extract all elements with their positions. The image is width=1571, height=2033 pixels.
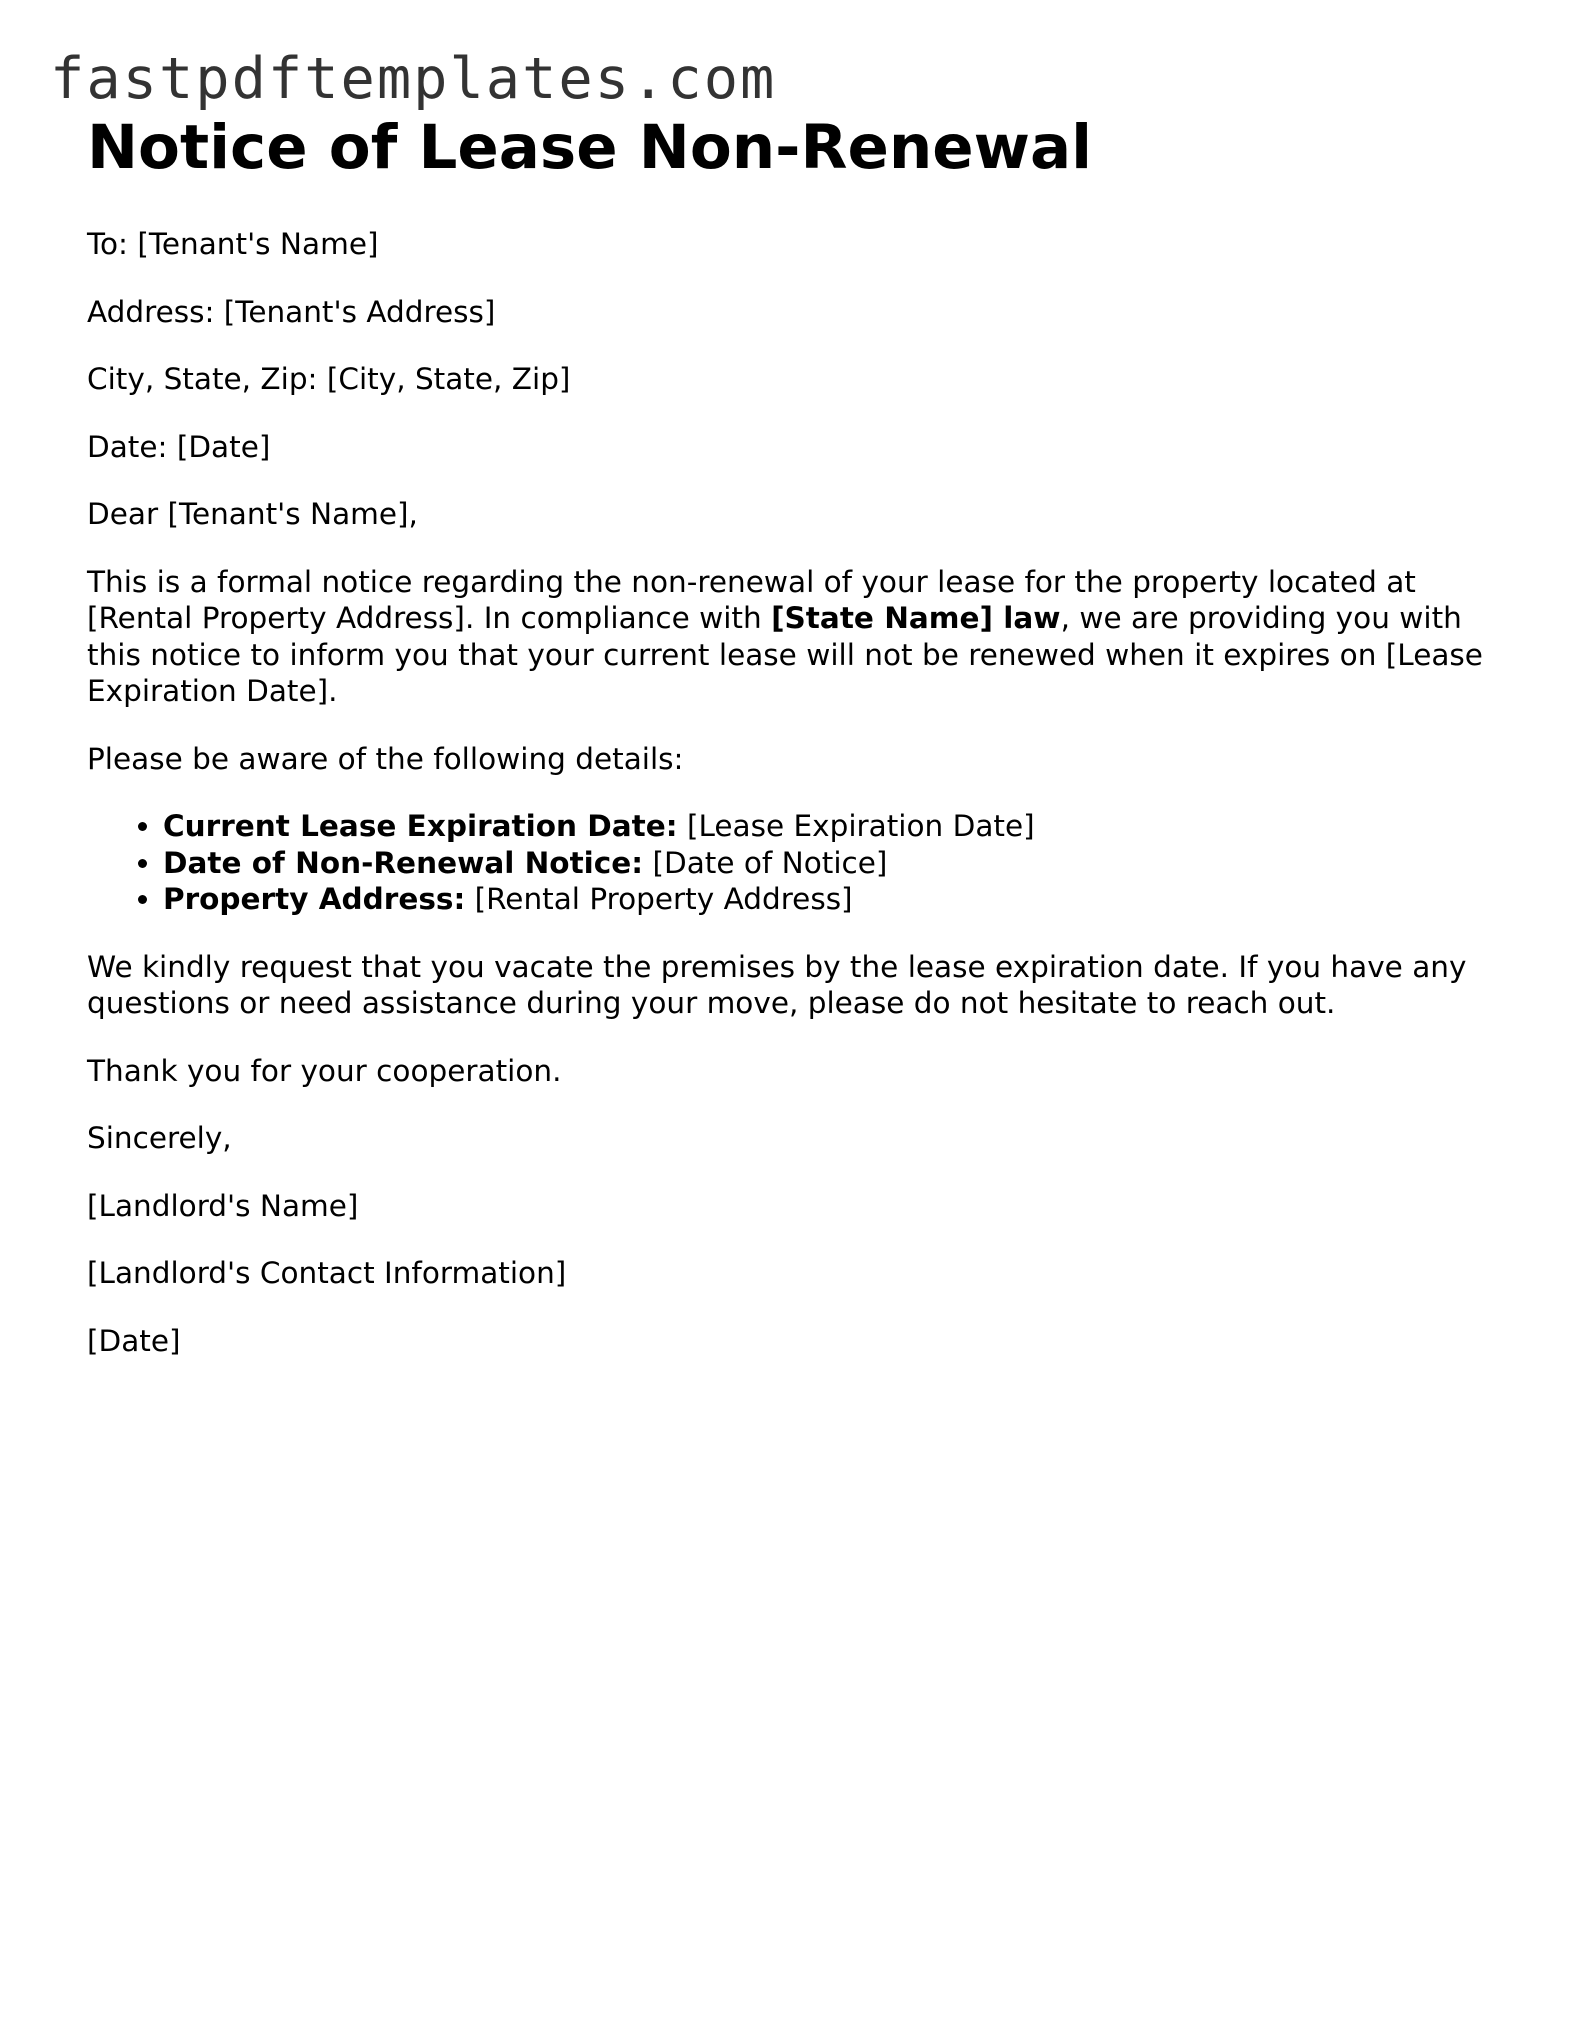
details-intro: Please be aware of the following details: xyxy=(87,741,684,776)
details-list xyxy=(87,808,1497,918)
city-state-zip-line: City, State, Zip: [City, State, Zip] xyxy=(87,362,571,396)
to-line: To: [Tenant's Name] xyxy=(87,227,379,261)
site-watermark: fastpdftemplates.com xyxy=(50,46,777,112)
landlord-name: [Landlord's Name] xyxy=(87,1188,359,1223)
address-line: Address: [Tenant's Address] xyxy=(87,294,496,329)
signature-date: [Date] xyxy=(87,1323,181,1358)
closing-line: Sincerely, xyxy=(87,1121,232,1155)
letter-body xyxy=(87,226,1497,1359)
detail-label: Date of Non-Renewal Notice: xyxy=(163,845,644,880)
salutation: Dear [Tenant's Name], xyxy=(87,497,418,531)
detail-item-expiration-date xyxy=(163,808,1497,845)
document-page xyxy=(87,110,1497,1390)
detail-value: [Date of Notice] xyxy=(643,845,888,880)
detail-item-notice-date xyxy=(163,845,1497,882)
detail-label: Current Lease Expiration Date: xyxy=(163,809,678,843)
date-line: Date: [Date] xyxy=(87,429,271,464)
detail-value: [Lease Expiration Date] xyxy=(677,809,1035,843)
landlord-contact: [Landlord's Contact Information] xyxy=(87,1256,567,1290)
intro-text-after: , we are providing you with this notice to inform you that your current lease will not be renewed when it expires on [Lease Expiration Date]. xyxy=(87,601,1483,708)
intro-text-before: This is a formal notice regarding the non-renewal of your lease for the property located at [Rental Property Address]. In compliance with xyxy=(87,564,1416,635)
detail-label: Property Address: xyxy=(163,882,466,916)
document-title: Notice of Lease Non-Renewal xyxy=(87,112,1093,183)
request-paragraph: We kindly request that you vacate the premises by the lease expiration date. If you have any questions or need assistance during your move, please do not hesitate to reach out. xyxy=(87,949,1467,1020)
state-law-emphasis: [State Name] law xyxy=(771,601,1061,635)
thanks-line: Thank you for your cooperation. xyxy=(87,1053,562,1088)
detail-item-property-address xyxy=(163,881,1497,918)
intro-paragraph xyxy=(87,564,1497,710)
detail-value: [Rental Property Address] xyxy=(465,882,853,916)
